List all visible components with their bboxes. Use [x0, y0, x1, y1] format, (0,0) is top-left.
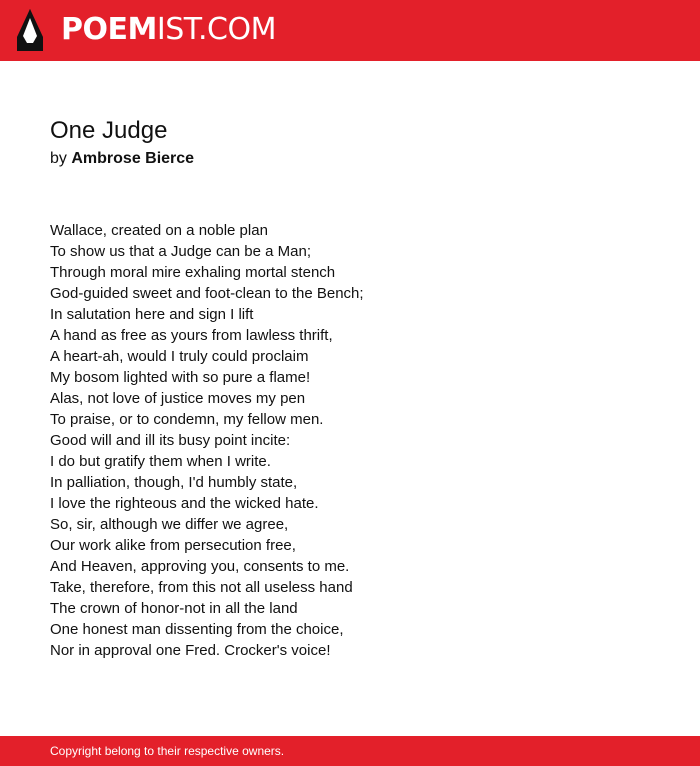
poem-line: I do but gratify them when I write. — [50, 453, 271, 470]
poem-line: Nor in approval one Fred. Crocker's voice! — [50, 642, 331, 659]
pen-nib-icon — [17, 9, 43, 51]
poem-line: A hand as free as yours from lawless thrift, — [50, 327, 333, 344]
copyright-notice: Copyright belong to their respective owners. — [50, 744, 285, 758]
poem-author[interactable]: Ambrose Bierce — [71, 150, 195, 167]
site-logo[interactable] — [17, 9, 276, 51]
site-logo-text — [61, 9, 276, 51]
poem-line: Our work alike from persecution free, — [50, 537, 296, 554]
poem-line: In salutation here and sign I lift — [50, 306, 254, 323]
poem-line: Wallace, created on a noble plan — [50, 222, 268, 239]
poem-line: One honest man dissenting from the choice, — [50, 621, 344, 638]
poem-line: I love the righteous and the wicked hate. — [50, 495, 319, 512]
logo-text-light: IST.COM — [156, 12, 276, 47]
poem-byline — [50, 148, 650, 170]
poem-title: One Judge — [50, 117, 168, 144]
poem-line: My bosom lighted with so pure a flame! — [50, 369, 311, 386]
poem-line: And Heaven, approving you, consents to me. — [50, 558, 350, 575]
poem-line: To show us that a Judge can be a Man; — [50, 243, 311, 260]
poem-line: So, sir, although we differ we agree, — [50, 516, 289, 533]
poem-line: Take, therefore, from this not all useless hand — [50, 579, 353, 596]
poem-line: Through moral mire exhaling mortal stench — [50, 264, 336, 281]
site-header — [0, 0, 700, 61]
poem-line: God-guided sweet and foot-clean to the Bench; — [50, 285, 364, 302]
site-footer — [0, 736, 700, 766]
poem-body — [50, 220, 650, 661]
poem-line: In palliation, though, I'd humbly state, — [50, 474, 298, 491]
poem-line: To praise, or to condemn, my fellow men. — [50, 411, 324, 428]
logo-text-bold: POEM — [61, 12, 157, 47]
poem-content — [50, 116, 650, 661]
poem-line: Good will and ill its busy point incite: — [50, 432, 291, 449]
poem-line: Alas, not love of justice moves my pen — [50, 390, 306, 407]
poem-line: A heart-ah, would I truly could proclaim — [50, 348, 309, 365]
byline-prefix: by — [50, 150, 67, 167]
poem-line: The crown of honor-not in all the land — [50, 600, 298, 617]
